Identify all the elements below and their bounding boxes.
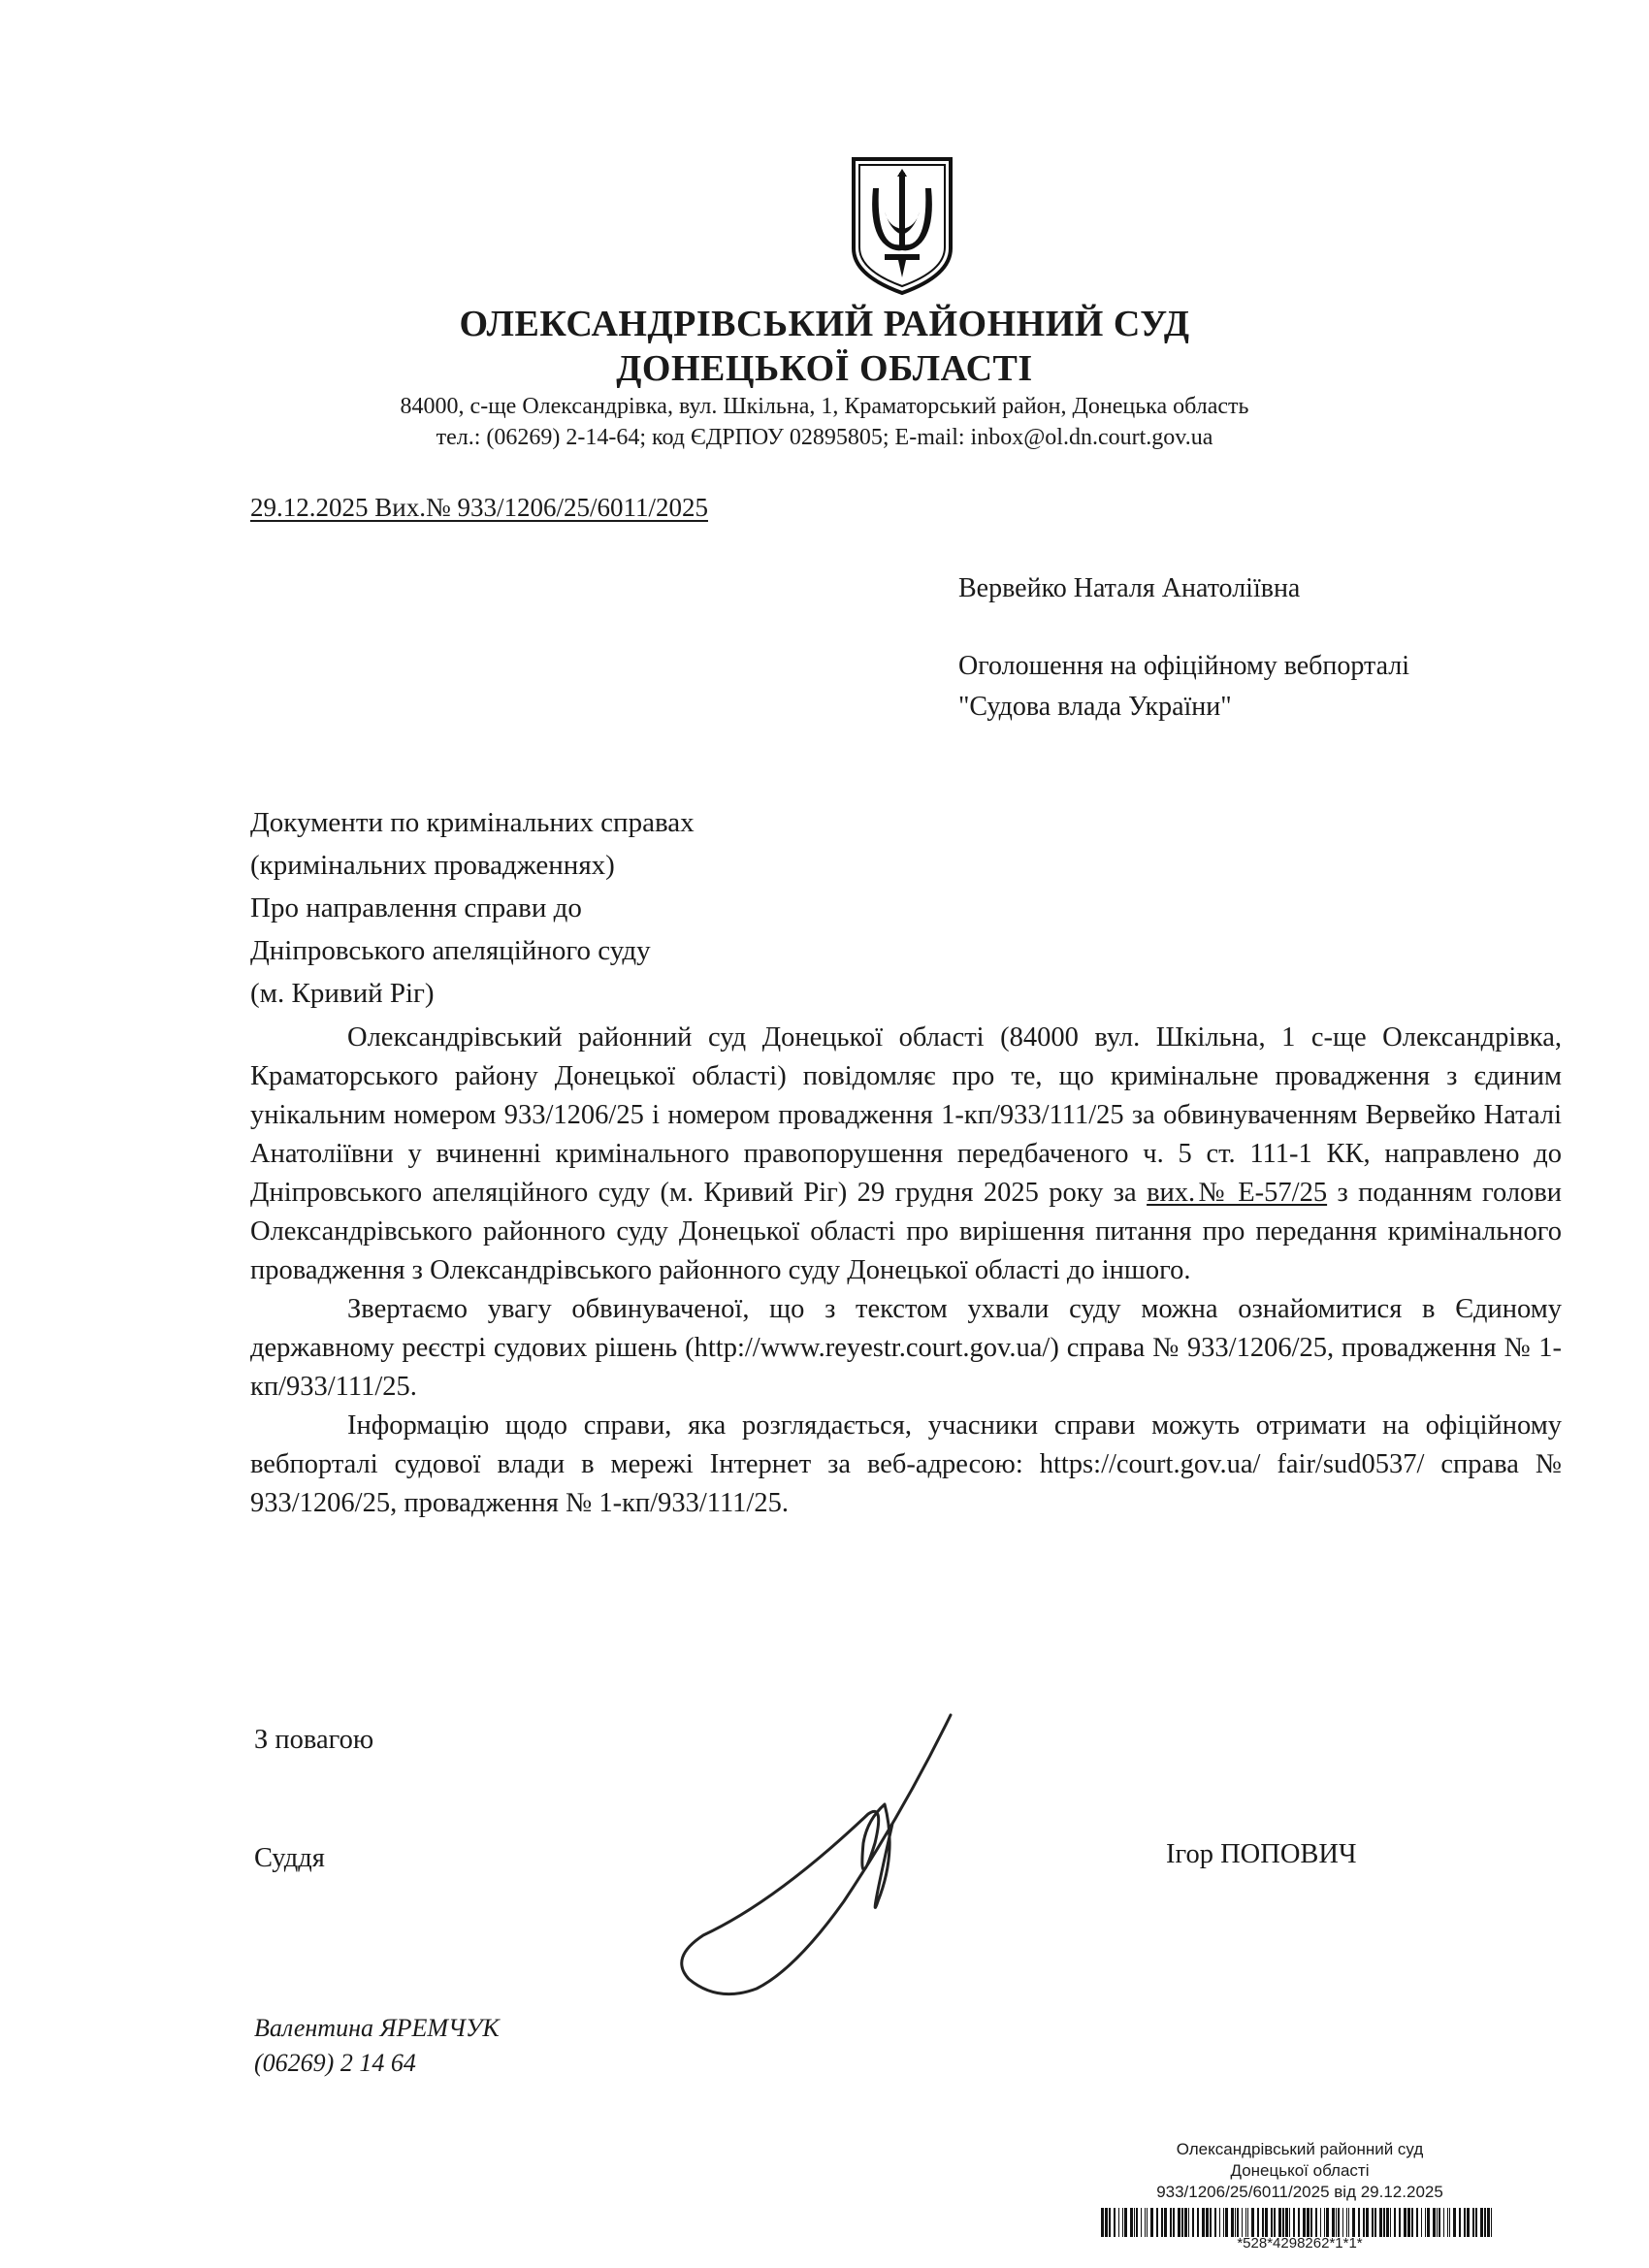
barcode-bar bbox=[1173, 2208, 1175, 2237]
barcode-bar bbox=[1411, 2208, 1413, 2237]
body-paragraph-2: Звертаємо увагу обвинуваченої, що з текстом ухвали суду можна ознайомитися в Єдиному державному реєстрі судових рішень (http://www.reyestr.court.gov.ua/) справа № 933/1206/25, провадження № 1-кп/933/111/25. bbox=[250, 1294, 1562, 1402]
subject-line: Про направлення справи до bbox=[250, 892, 582, 923]
barcode-bar bbox=[1184, 2208, 1187, 2237]
barcode-bar bbox=[1235, 2208, 1236, 2237]
recipient-note-line1: Оголошення на офіційному вебпорталі bbox=[958, 651, 1410, 681]
subject-line: Документи по кримінальних справах bbox=[250, 807, 695, 838]
barcode-bar bbox=[1348, 2208, 1349, 2237]
barcode-bar bbox=[1491, 2208, 1492, 2237]
barcode-bar bbox=[1251, 2208, 1254, 2237]
body-paragraph-1: Олександрівський районний суд Донецької області (84000 вул. Шкільна, 1 с-ще Олександрівка, Краматорського району Донецької області) повідомляє про те, що кримінальне провадження з єдиним унікальним номером 933/1206/25 і номером провадження 1-кп/933/111/25 за обвинуваченням Вервейко Наталі Анатоліївни у вчиненні кримінального правопорушення передбаченого ч. 5 ст. 111-1 КК, направлено до Дніпровського апеляційного суду (м. Кривий Ріг) 29 грудня 2025 року за вих.№ Е-57/25 з поданням голови Олександрівського районного суду Донецької області про вирішення питання про передання кримінального провадження з Олександрівського районного суду Донецької області до іншого. bbox=[250, 1022, 1563, 1285]
barcode-bar bbox=[1262, 2208, 1264, 2237]
barcode-bar bbox=[1101, 2208, 1104, 2237]
barcode-bar bbox=[1386, 2208, 1389, 2237]
barcode-bar bbox=[1342, 2208, 1343, 2237]
barcode-bar bbox=[1437, 2208, 1438, 2237]
barcode-icon bbox=[1101, 2208, 1499, 2237]
barcode-bar bbox=[1202, 2208, 1205, 2237]
barcode-bar bbox=[1247, 2208, 1248, 2237]
barcode-bar bbox=[1427, 2208, 1430, 2237]
barcode-bar bbox=[1134, 2208, 1135, 2237]
barcode-bar bbox=[1320, 2208, 1321, 2237]
barcode-bar bbox=[1336, 2208, 1337, 2237]
barcode-bar bbox=[1407, 2208, 1410, 2237]
barcode-bar bbox=[1467, 2208, 1470, 2237]
barcode-bar bbox=[1472, 2208, 1474, 2237]
barcode-bar bbox=[1122, 2208, 1123, 2237]
barcode-bar bbox=[1383, 2208, 1385, 2237]
barcode-bar bbox=[1257, 2208, 1259, 2237]
recipient-note-line2: "Судова влада України" bbox=[958, 692, 1232, 722]
barcode-bar bbox=[1197, 2208, 1199, 2237]
barcode-bar bbox=[1394, 2208, 1396, 2237]
barcode-bar bbox=[1278, 2208, 1281, 2237]
barcode-bar bbox=[1303, 2208, 1306, 2237]
barcode-bar bbox=[1443, 2208, 1444, 2237]
barcode-bar bbox=[1245, 2208, 1246, 2237]
barcode-bar bbox=[1124, 2208, 1127, 2237]
recipient-name: Вервейко Наталя Анатоліївна bbox=[958, 573, 1301, 603]
judge-name: Ігор ПОПОВИЧ bbox=[1166, 1839, 1357, 1869]
barcode-bar bbox=[1352, 2208, 1355, 2237]
barcode-bar bbox=[1475, 2208, 1477, 2237]
barcode-bar bbox=[1285, 2208, 1288, 2237]
barcode-bar bbox=[1484, 2208, 1486, 2237]
barcode-bar bbox=[1237, 2208, 1239, 2237]
barcode-bar bbox=[1265, 2208, 1268, 2237]
court-name-line2: ДОНЕЦЬКОЇ ОБЛАСТІ bbox=[616, 348, 1033, 389]
body-paragraph-3: Інформацію щодо справи, яка розглядається, учасники справи можуть отримати на офіційному вебпорталі судової влади в мережі Інтернет за веб-адресою: https://court.gov.ua/ fair/sud0537/ справа № 933/1206/25, провадження № 1-кп/933/111/25. bbox=[250, 1410, 1562, 1518]
barcode-bar bbox=[1206, 2208, 1209, 2237]
barcode-bar bbox=[1439, 2208, 1440, 2237]
barcode-bar bbox=[1399, 2208, 1401, 2237]
barcode-bar bbox=[1214, 2208, 1216, 2237]
barcode-bar bbox=[1480, 2208, 1483, 2237]
barcode-bar bbox=[1181, 2208, 1183, 2237]
stamp-line: Донецької області bbox=[1230, 2161, 1370, 2180]
barcode-bar bbox=[1459, 2208, 1461, 2237]
barcode-bar bbox=[1130, 2208, 1133, 2237]
barcode-bar bbox=[1416, 2208, 1418, 2237]
court-address: 84000, с-ще Олександрівка, вул. Шкільна, 1, Краматорський район, Донецька область bbox=[400, 394, 1249, 419]
barcode-bar bbox=[1282, 2208, 1284, 2237]
barcode-bar bbox=[1164, 2208, 1167, 2237]
barcode-bar bbox=[1161, 2208, 1163, 2237]
barcode-bar bbox=[1346, 2208, 1347, 2237]
stamp-line: 933/1206/25/6011/2025 від 29.12.2025 bbox=[1156, 2183, 1443, 2201]
barcode-bar bbox=[1433, 2208, 1436, 2237]
barcode-bar bbox=[1310, 2208, 1312, 2237]
barcode-bar bbox=[1118, 2208, 1119, 2237]
barcode-bar bbox=[1421, 2208, 1422, 2237]
barcode-bar bbox=[1358, 2208, 1360, 2237]
document-subject bbox=[250, 801, 695, 1015]
subject-line: (кримінальних провадженнях) bbox=[250, 850, 615, 881]
barcode-bar bbox=[1156, 2208, 1158, 2237]
signer-role: Суддя bbox=[254, 1843, 325, 1873]
closing-regards: З повагою bbox=[254, 1725, 374, 1755]
barcode-bar bbox=[1293, 2208, 1295, 2237]
barcode-bar bbox=[1289, 2208, 1290, 2237]
barcode-bar bbox=[1338, 2208, 1340, 2237]
barcode-bar bbox=[1449, 2208, 1450, 2237]
barcode-bar bbox=[1324, 2208, 1325, 2237]
barcode-bar bbox=[1223, 2208, 1224, 2237]
barcode-bar bbox=[1374, 2208, 1376, 2237]
barcode-bar bbox=[1192, 2208, 1194, 2237]
barcode-bar bbox=[1298, 2208, 1300, 2237]
barcode-bar bbox=[1447, 2208, 1448, 2237]
subject-line: Дніпровського апеляційного суду bbox=[250, 935, 651, 966]
barcode-bar bbox=[1379, 2208, 1382, 2237]
barcode-bar bbox=[1372, 2208, 1374, 2237]
barcode-bar bbox=[1225, 2208, 1228, 2237]
trident-coat-of-arms-icon bbox=[846, 153, 958, 297]
barcode-bar bbox=[1242, 2208, 1243, 2237]
barcode-bar bbox=[1390, 2208, 1391, 2237]
barcode-bar bbox=[1210, 2208, 1212, 2237]
stamp-line: Олександрівський районний суд bbox=[1176, 2140, 1424, 2158]
barcode-bar bbox=[1141, 2208, 1142, 2237]
barcode-bar bbox=[1326, 2208, 1329, 2237]
barcode-bar bbox=[1105, 2208, 1108, 2237]
barcode-text: *528*4298262*1*1* bbox=[1237, 2235, 1363, 2252]
executor-phone: (06269) 2 14 64 bbox=[254, 2049, 416, 2077]
subject-line: (м. Кривий Ріг) bbox=[250, 978, 435, 1009]
barcode-bar bbox=[1366, 2208, 1369, 2237]
barcode-bar bbox=[1109, 2208, 1111, 2237]
handwritten-signature-icon bbox=[660, 1707, 980, 2018]
barcode-bar bbox=[1271, 2208, 1273, 2237]
outgoing-number: 29.12.2025 Вих.№ 933/1206/25/6011/2025 bbox=[250, 493, 708, 522]
outgoing-reference: вих.№ Е-57/25 bbox=[1147, 1178, 1328, 1208]
barcode-bar bbox=[1274, 2208, 1276, 2237]
barcode-bar bbox=[1145, 2208, 1146, 2237]
barcode-bar bbox=[1147, 2208, 1148, 2237]
barcode-bar bbox=[1332, 2208, 1335, 2237]
barcode-bar bbox=[1464, 2208, 1466, 2237]
barcode-bar bbox=[1170, 2208, 1172, 2237]
barcode-bar bbox=[1178, 2208, 1180, 2237]
barcode-bar bbox=[1425, 2208, 1426, 2237]
court-contacts: тел.: (06269) 2-14-64; код ЄДРПОУ 02895805; E-mail: inbox@ol.dn.court.gov.ua bbox=[436, 425, 1213, 450]
barcode-bar bbox=[1219, 2208, 1220, 2237]
barcode-bar bbox=[1114, 2208, 1116, 2237]
barcode-bar bbox=[1231, 2208, 1234, 2237]
barcode-bar bbox=[1363, 2208, 1365, 2237]
barcode-bar bbox=[1404, 2208, 1406, 2237]
barcode-bar bbox=[1136, 2208, 1138, 2237]
registration-stamp bbox=[1096, 2139, 1504, 2203]
barcode-bar bbox=[1315, 2208, 1317, 2237]
letter-body bbox=[250, 1019, 1562, 1523]
executor-name: Валентина ЯРЕМЧУК bbox=[254, 2014, 500, 2042]
court-name-line1: ОЛЕКСАНДРІВСЬКИЙ РАЙОННИЙ СУД bbox=[459, 304, 1190, 344]
barcode-bar bbox=[1453, 2208, 1456, 2237]
barcode-bar bbox=[1188, 2208, 1189, 2237]
barcode-bar bbox=[1487, 2208, 1490, 2237]
barcode-bar bbox=[1150, 2208, 1153, 2237]
barcode-bar bbox=[1307, 2208, 1310, 2237]
